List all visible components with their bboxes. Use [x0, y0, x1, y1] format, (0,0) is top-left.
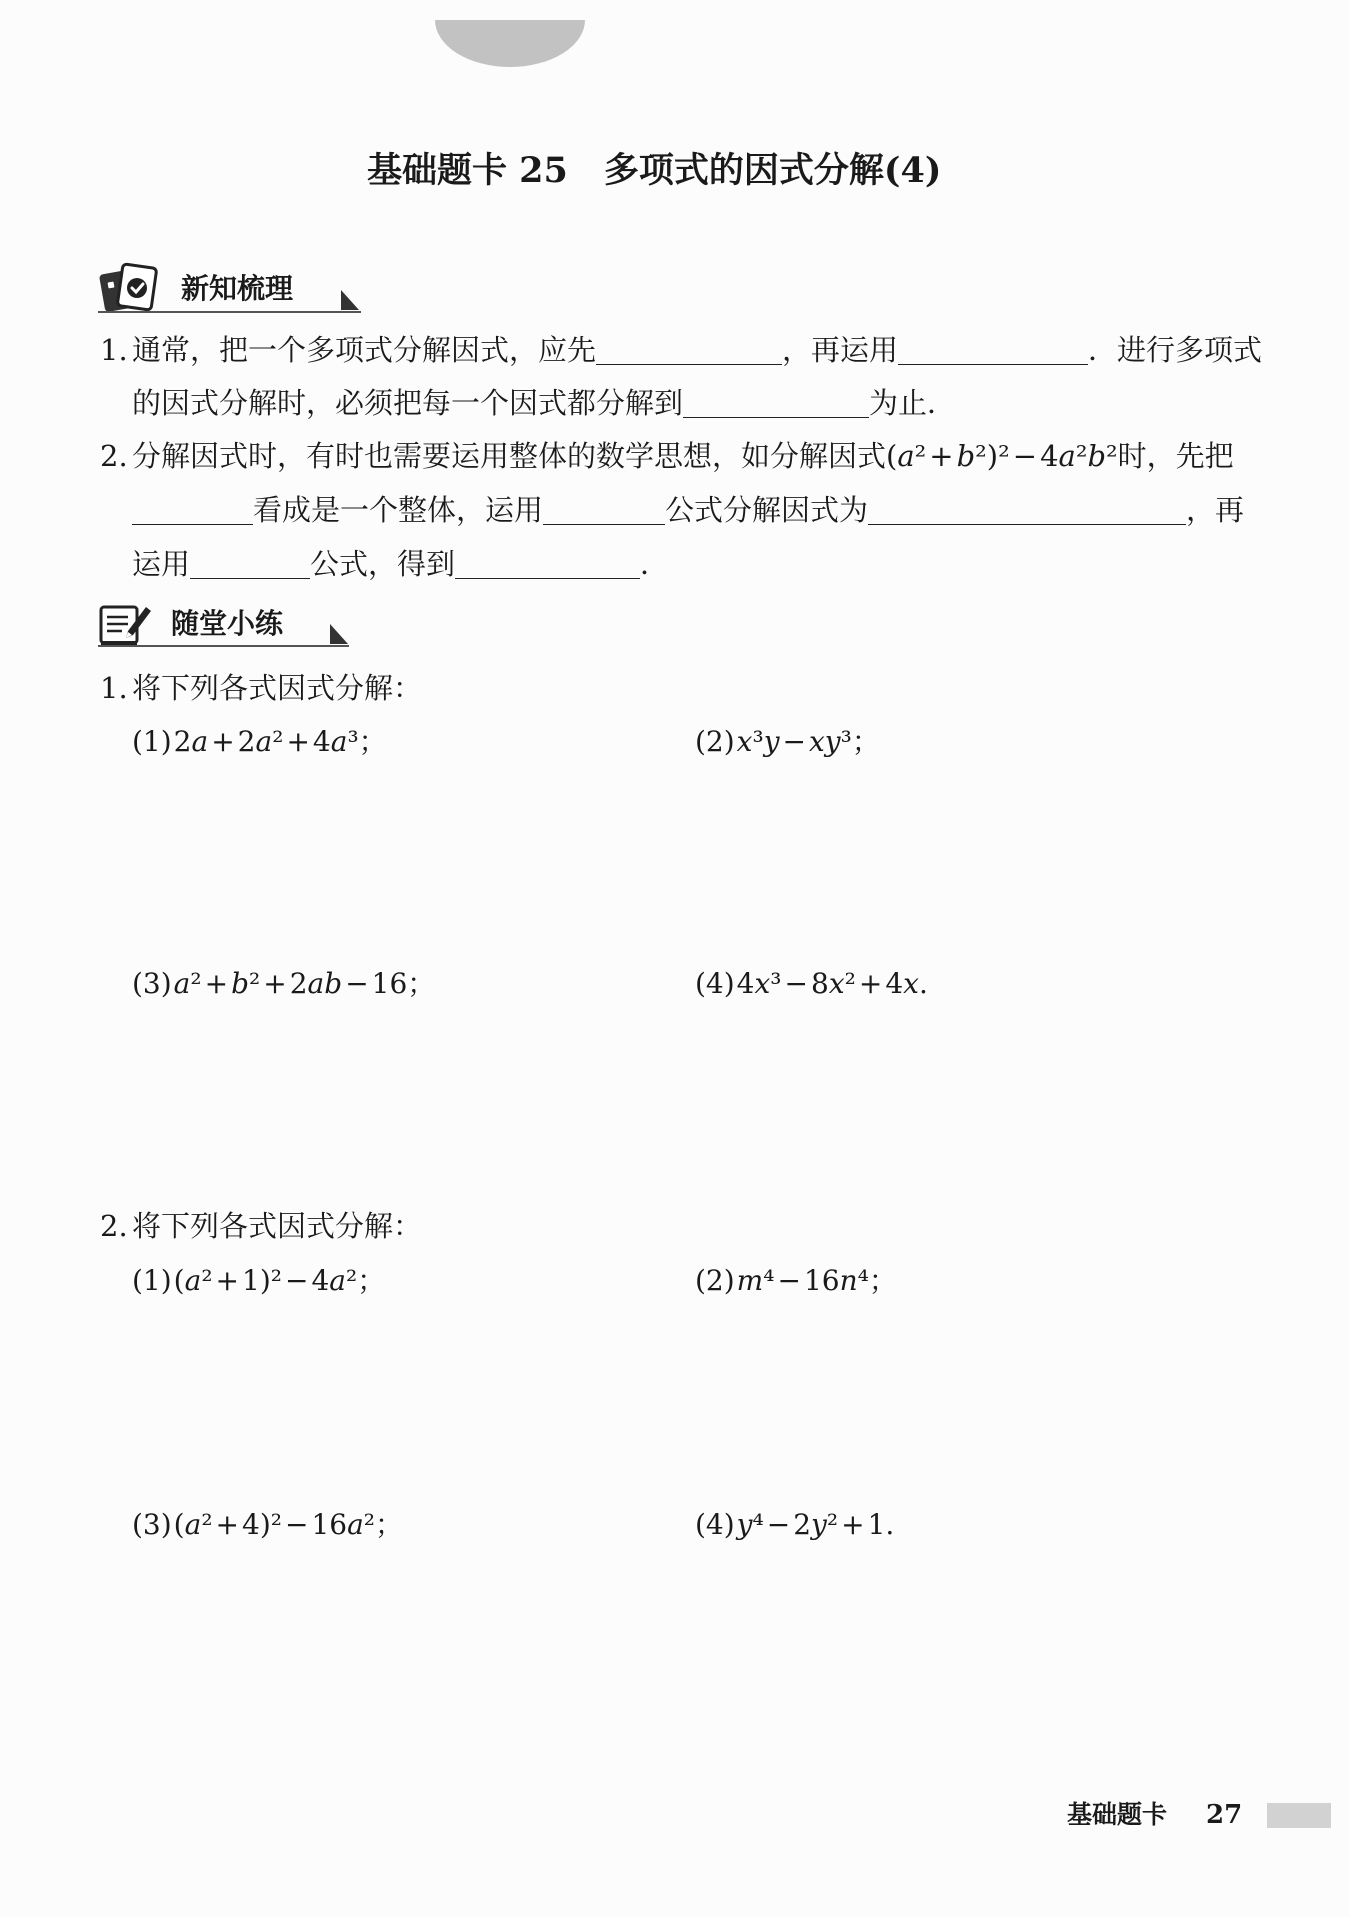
question-number: 2. [100, 439, 128, 473]
answer-blank [543, 494, 665, 525]
math-expression: (a² + 1)² − 4a²； [173, 1264, 386, 1297]
item-label: (2) [695, 1264, 735, 1297]
title-card-number: 基础题卡 25 [367, 150, 568, 191]
footer-label: 基础题卡 [1067, 1800, 1168, 1829]
section-underline [98, 311, 361, 313]
math-expression: y⁴ − 2y² + 1. [736, 1508, 895, 1541]
question-text: 看成是一个整体，运用 [253, 493, 544, 527]
item-label: (1) [132, 725, 172, 758]
item-label: (4) [695, 1508, 735, 1541]
practice-q2-item-3 [132, 1498, 403, 1551]
review-q2-line-3 [132, 538, 669, 591]
section-heading-review: 新知梳理 [181, 272, 294, 305]
section-underline [98, 645, 349, 647]
answer-blank [132, 494, 253, 525]
question-text: ．进行多项式 [1088, 333, 1263, 367]
practice-q1-item-3 [132, 957, 435, 1010]
answer-blank [868, 494, 1186, 525]
question-text: 公式，得到 [310, 547, 456, 581]
review-q2-line-1 [100, 430, 1234, 483]
math-expression: (a² + b²)² − 4a²b² [886, 439, 1118, 473]
math-expression: 2a + 2a² + 4a³； [173, 725, 387, 758]
practice-q1-item-1 [132, 715, 387, 768]
practice-q2-item-4 [695, 1498, 894, 1551]
footer-decoration-bar [1267, 1803, 1331, 1828]
question-number: 1. [100, 671, 128, 705]
practice-q1-prompt [100, 662, 422, 715]
practice-q2-item-1 [132, 1254, 385, 1307]
practice-q1-item-4 [695, 957, 928, 1010]
item-label: (3) [132, 1508, 172, 1541]
review-q1-line-2 [132, 377, 956, 430]
section-heading-practice: 随堂小练 [171, 607, 284, 640]
question-text: 分解因式时，有时也需要运用整体的数学思想，如分解因式 [132, 439, 887, 473]
question-text: 的因式分解时，必须把每一个因式都分解到 [132, 386, 684, 420]
item-label: (4) [695, 967, 735, 1000]
item-label: (1) [132, 1264, 172, 1297]
item-label: (3) [132, 967, 172, 1000]
page-number: 27 [1206, 1800, 1243, 1830]
question-text: ，再 [1186, 493, 1245, 527]
math-expression: m⁴ − 16n⁴； [736, 1264, 897, 1297]
question-number: 1. [100, 333, 128, 367]
notebook-pencil-icon [98, 601, 154, 651]
practice-q1-item-2 [695, 715, 880, 768]
math-expression: (a² + 4)² − 16a²； [173, 1508, 404, 1541]
answer-blank [455, 548, 640, 579]
question-text: 通常，把一个多项式分解因式，应先 [132, 333, 597, 367]
answer-blank [190, 548, 310, 579]
question-text: 为止． [869, 386, 957, 420]
question-text: ． [640, 547, 670, 581]
question-text: 运用 [132, 547, 191, 581]
question-text: 将下列各式因式分解： [132, 671, 423, 705]
question-number: 2. [100, 1209, 128, 1243]
page-tab-decoration [435, 20, 585, 67]
question-text: 时，先把 [1117, 439, 1234, 473]
answer-blank [898, 334, 1088, 365]
math-expression: a² + b² + 2ab − 16； [173, 967, 436, 1000]
page-title [367, 148, 941, 194]
item-label: (2) [695, 725, 735, 758]
answer-blank [683, 387, 869, 418]
question-text: 将下列各式因式分解： [132, 1209, 423, 1243]
answer-blank [596, 334, 782, 365]
practice-q2-item-2 [695, 1254, 897, 1307]
title-topic: 多项式的因式分解(4) [603, 150, 942, 191]
section-corner-triangle [330, 624, 348, 644]
practice-q2-prompt [100, 1200, 422, 1253]
review-q1-line-1 [100, 324, 1262, 377]
review-q2-line-2 [132, 484, 1244, 537]
question-text: ，再运用 [782, 333, 899, 367]
math-expression: 4x³ − 8x² + 4x. [736, 967, 928, 1000]
section-corner-triangle [341, 290, 359, 310]
math-expression: x³y − xy³； [736, 725, 880, 758]
question-text: 公式分解因式为 [665, 493, 869, 527]
